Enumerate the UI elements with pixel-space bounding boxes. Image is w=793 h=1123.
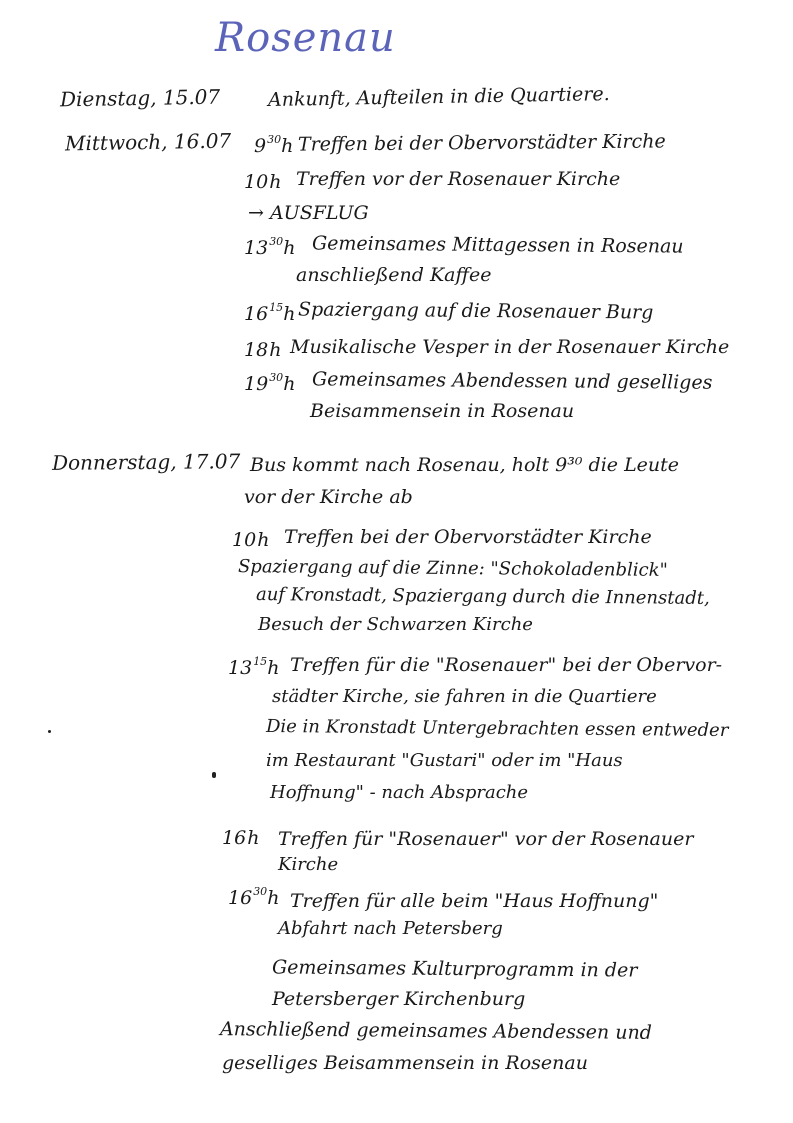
entry-text: Musikalische Vesper in der Rosenauer Kirche (290, 336, 730, 358)
entry-text: Kirche (278, 854, 339, 875)
entry-text: Treffen für alle beim "Haus Hoffnung" (290, 890, 659, 912)
entry-text: Gemeinsames Kulturprogramm in der (271, 956, 638, 982)
day-label-dienstag: Dienstag, 15.07 (59, 84, 221, 112)
entry-time: 10h (232, 529, 270, 551)
entry-time: $19^{30}h$ (244, 371, 296, 395)
entry-text-ausflug: → AUSFLUG (248, 202, 369, 224)
entry-text: Treffen bei der Obervorstädter Kirche (284, 526, 652, 548)
entry-text: Spaziergang auf die Zinne: "Schokoladenblick" (237, 556, 668, 581)
entry-text: Bus kommt nach Rosenau, holt 9³⁰ die Leute (250, 454, 680, 476)
day-label-mittwoch: Mittwoch, 16.07 (64, 128, 232, 156)
entry-time: $13^{15}h$ (228, 655, 280, 679)
entry-time: 18h (244, 339, 282, 361)
entry-text: Gemeinsames Abendessen und geselliges (311, 368, 713, 394)
entry-text: anschließend Kaffee (296, 264, 492, 286)
scan-speck (212, 772, 216, 778)
entry-text: Gemeinsames Mittagessen in Rosenau (311, 232, 684, 258)
entry-text: Treffen für die "Rosenauer" bei der Obervor- (290, 654, 723, 676)
entry-time: $13^{30}h$ (244, 235, 296, 259)
entry-time: $9^{30}h$ (254, 133, 294, 157)
entry-time: $16^{15}h$ (244, 301, 296, 325)
entry-time: 16h (222, 827, 260, 849)
entry-text: Hoffnung" - nach Absprache (270, 782, 529, 803)
entry-text: Abfahrt nach Petersberg (278, 918, 503, 939)
entry-text: Treffen für "Rosenauer" vor der Rosenauer (278, 828, 694, 850)
entry-text: Treffen bei der Obervorstädter Kirche (297, 130, 666, 156)
entry-text: auf Kronstadt, Spaziergang durch die Innenstadt, (255, 584, 710, 609)
entry-text: Besuch der Schwarzen Kirche (258, 614, 533, 635)
page-title: Rosenau (215, 15, 396, 61)
entry-text: Petersberger Kirchenburg (272, 988, 526, 1010)
entry-text: Spaziergang auf die Rosenauer Burg (297, 298, 654, 324)
entry-text: geselliges Beisammensein in Rosenau (222, 1052, 588, 1074)
entry-text: im Restaurant "Gustari" oder im "Haus (266, 750, 623, 771)
entry-text: Ankunft, Aufteilen in die Quartiere. (267, 83, 610, 111)
entry-text: städter Kirche, sie fahren in die Quartiere (272, 686, 657, 707)
entry-text: Treffen vor der Rosenauer Kirche (296, 168, 621, 190)
entry-text: Die in Kronstadt Untergebrachten essen entweder (265, 715, 729, 742)
entry-time: $16^{30}h$ (228, 885, 280, 909)
entry-text: Anschließend gemeinsames Abendessen und (219, 1018, 652, 1044)
entry-text: vor der Kirche ab (244, 486, 413, 508)
entry-time: 10h (244, 171, 282, 193)
scan-speck (48, 730, 51, 733)
entry-text: Beisammensein in Rosenau (310, 400, 575, 422)
day-label-donnerstag: Donnerstag, 17.07 (51, 449, 241, 475)
